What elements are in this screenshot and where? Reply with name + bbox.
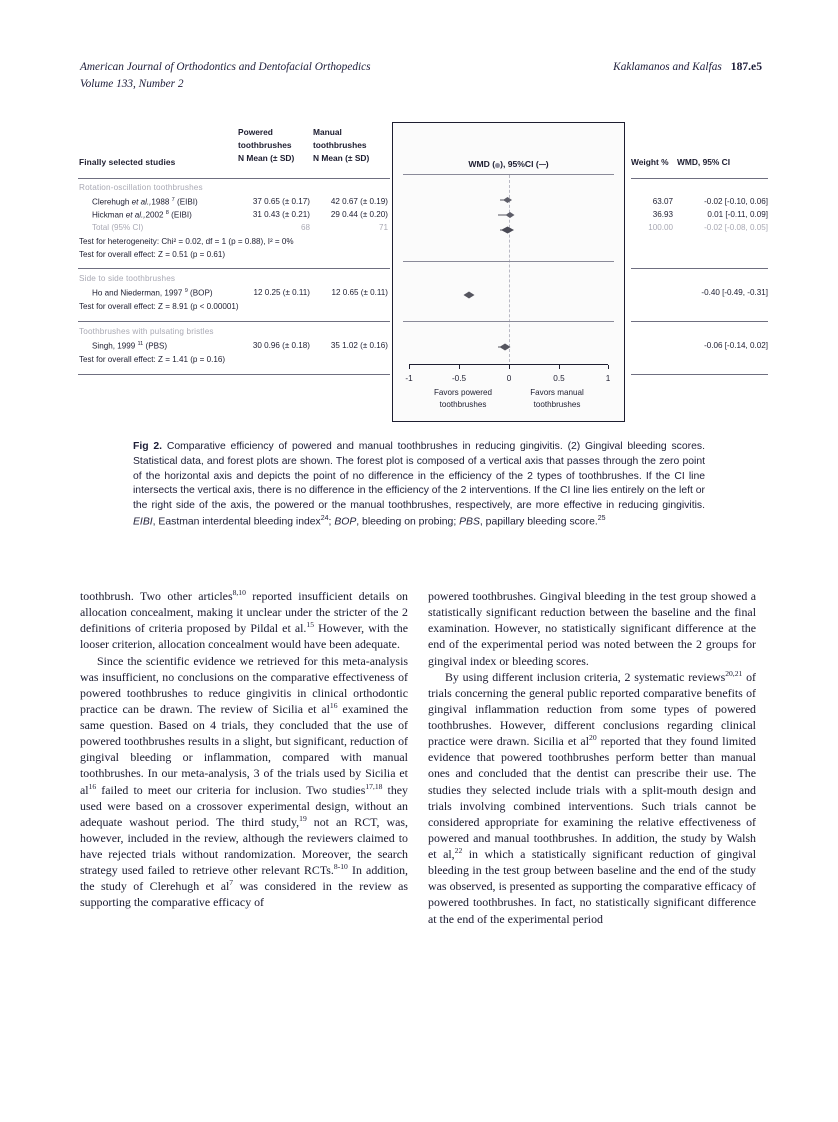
table-header bbox=[78, 122, 390, 178]
axis-tick-label: -0.5 bbox=[451, 374, 467, 383]
group-title-pulsating: Toothbrushes with pulsating bristles bbox=[79, 327, 214, 336]
overall-effect-test: Test for overall effect: Z = 0.51 (p = 0.61) bbox=[79, 250, 226, 259]
wmd-ci-value: -0.02 [-0.10, 0.06] bbox=[704, 197, 768, 206]
stats-rule-group2 bbox=[631, 321, 768, 322]
ci-dash-icon bbox=[539, 164, 546, 165]
powered-value: 12 0.25 (± 0.11) bbox=[253, 288, 310, 297]
manual-value: 42 0.67 (± 0.19) bbox=[330, 197, 388, 206]
header-wmd-ci: WMD, 95% CI bbox=[677, 157, 731, 167]
wmd-marker bbox=[464, 292, 475, 299]
wmd-ci-value: 0.01 [-0.11, 0.09] bbox=[707, 210, 768, 219]
wmd-ci-total: -0.02 [-0.08, 0.05] bbox=[704, 223, 768, 232]
manual-value: 29 0.44 (± 0.20) bbox=[330, 210, 388, 219]
axis-tick bbox=[459, 365, 460, 369]
favors-powered-label: Favors powered toothbrushes bbox=[433, 387, 493, 409]
plot-group-rule-2 bbox=[403, 321, 614, 322]
overall-effect-test: Test for overall effect: Z = 1.41 (p = 0.16) bbox=[79, 355, 226, 364]
forest-plot bbox=[392, 122, 625, 422]
group-title-rotation-oscillation: Rotation-oscillation toothbrushes bbox=[79, 183, 203, 192]
citation-superscript: 15 bbox=[306, 620, 314, 630]
wmd-total-marker bbox=[501, 227, 514, 234]
header-weight: Weight % bbox=[631, 157, 669, 167]
manual-total: 71 bbox=[378, 223, 388, 232]
figure-2 bbox=[78, 122, 768, 422]
citation-superscript: 8-10 bbox=[333, 862, 348, 872]
figure-caption: Fig 2. Comparative efficiency of powered and manual toothbrushes in reducing gingivitis. (2) Gingival bleeding scores. Statistical data, and forest plots are shown. The forest plot is composed of a vertical axis that passes through the zero point of the horizontal axis and depicts the point of no difference in the efficiency of the 2 types of toothbrushes. If the CI line intersects the vertical axis, there is no difference in the efficiency of the 2 interventions. If the CI line lies entirely on the left or the right side of the axis, the powered or the manual toothbrushes, respectively, are more effective in reducing gingivitis. EIBI, Eastman interdental bleeding index$^{24}$; BOP, bleeding on probing; PBS, papillary bleeding score.$^{25}$ bbox=[133, 441, 705, 528]
citation-superscript: 20,21 bbox=[725, 668, 743, 678]
body-paragraph: toothbrush. Two other articles$^{8,10}$ reported insufficient details on allocation concealment, making it unclear under the stricter of the 2 definitions of criteria proposed by Pildal et al.$^{15}$ However, with the looser criterion, allocation concealment would have been adequate. bbox=[80, 588, 408, 652]
table-row bbox=[78, 197, 390, 209]
axis-tick-label: 0 bbox=[506, 374, 512, 383]
axis-tick bbox=[608, 365, 609, 369]
stats-rule-top bbox=[631, 178, 768, 179]
powered-value: 30 0.96 (± 0.18) bbox=[252, 341, 310, 350]
page-number: 187.e5 bbox=[730, 60, 762, 73]
stats-row bbox=[631, 197, 768, 209]
axis-tick bbox=[509, 365, 510, 369]
journal-name: American Journal of Orthodontics and Dentofacial Orthopedics bbox=[80, 61, 371, 73]
table-row bbox=[78, 341, 390, 353]
weight-total: 100.00 bbox=[648, 223, 673, 232]
citation-superscript: 8,10 bbox=[232, 588, 246, 598]
axis-tick-label: -1 bbox=[405, 374, 413, 383]
body-paragraph: By using different inclusion criteria, 2 systematic reviews$^{20,21}$ of trials concerning the general public reported comparative benefits of gingival inflammation reduction from some types of powered toothbrushes. However, different conclusions regarding clinical practice were drawn. Sicilia et $al^{20}$ reported that they found limited evidence that powered toothbrushes perform better than manual ones and concluded that the dentist can prescribe their use. The studies they selected include trials with a split-mouth design and trials involving combined interventions. Such trials cannot be considered appropriate for examining the relative effectiveness of powered and manual toothbrushes. In addition, the study by Walsh et al,$^{22}$ in which a statistically significant reduction of gingival bleeding in the test group between baseline and the end of the study was observed, is presented as supporting the comparative efficacy of powered toothbrushes. In fact, no statistically significant difference at the end of the experimental period bbox=[428, 668, 757, 926]
body-column-right bbox=[428, 588, 756, 927]
study-name: Ho and Niederman, 1997 $^9$ (BOP) bbox=[92, 288, 213, 298]
zero-reference-line bbox=[509, 175, 510, 362]
column-header-studies: Finally selected studies bbox=[79, 157, 176, 167]
abbr-eibi: EIBI bbox=[133, 516, 153, 528]
overall-effect-test: Test for overall effect: Z = 8.91 (p < 0.00001) bbox=[79, 302, 239, 311]
body-column-left bbox=[80, 588, 408, 911]
wmd-ci-value: -0.06 [-0.14, 0.02] bbox=[704, 341, 768, 350]
forest-plot-table bbox=[78, 122, 390, 422]
citation-superscript: 7 bbox=[229, 878, 234, 888]
group-title-side-to-side: Side to side toothbrushes bbox=[79, 274, 176, 283]
heterogeneity-test: Test for heterogeneity: Chi² = 0.02, df = 1 (p = 0.88), I² = 0% bbox=[79, 237, 294, 246]
stats-rule-group1 bbox=[631, 268, 768, 269]
column-header-powered: Powered toothbrushes N Mean (± SD) bbox=[238, 127, 295, 164]
wmd-marker bbox=[503, 197, 512, 203]
axis-tick bbox=[559, 365, 560, 369]
citation-superscript: 19 bbox=[299, 813, 307, 823]
stats-row-total bbox=[631, 223, 768, 235]
study-name: Singh, 1999 $^{11}$ (PBS) bbox=[92, 341, 168, 351]
forest-plot-stats-column bbox=[631, 122, 768, 422]
citation-superscript: 20 bbox=[589, 733, 597, 743]
abbr-bop: BOP bbox=[334, 516, 357, 528]
plot-group-rule-1 bbox=[403, 261, 614, 262]
weight-value: 36.93 bbox=[652, 210, 673, 219]
manual-value: 35 1.02 (± 0.16) bbox=[330, 341, 388, 350]
total-label: Total (95% CI) bbox=[92, 223, 144, 232]
axis-tick-label: 0.5 bbox=[553, 374, 565, 383]
axis-tick bbox=[409, 365, 410, 369]
table-rule-bottom bbox=[78, 374, 390, 375]
wmd-marker bbox=[506, 212, 515, 218]
table-row bbox=[78, 210, 390, 222]
stats-rule-bottom bbox=[631, 374, 768, 375]
powered-value: 37 0.65 (± 0.17) bbox=[252, 197, 310, 206]
powered-value: 31 0.43 (± 0.21) bbox=[252, 210, 310, 219]
column-header-manual: Manual toothbrushes N Mean (± SD) bbox=[313, 127, 370, 164]
table-rule-group1 bbox=[78, 268, 390, 269]
abbr-pbs: PBS bbox=[459, 516, 480, 528]
volume-issue: Volume 133, Number 2 bbox=[80, 77, 184, 90]
body-paragraph: powered toothbrushes. Gingival bleeding in the test group showed a statistically significant reduction between the baseline and the final examination. However, no statistically significant difference at the end of the experimental period was noted between the 2 groups for gingival index or bleeding scores. bbox=[428, 589, 756, 668]
table-rule-top bbox=[78, 178, 390, 179]
table-rule-group2 bbox=[78, 321, 390, 322]
stats-row bbox=[631, 341, 768, 353]
figure-label: Fig 2. bbox=[133, 441, 163, 452]
stats-row bbox=[631, 210, 768, 222]
citation-superscript: 22 bbox=[454, 846, 463, 856]
running-head bbox=[80, 58, 762, 92]
citation-superscript: 16 bbox=[88, 781, 97, 791]
table-row bbox=[78, 288, 390, 300]
study-name: Clerehugh et al.,1988 $^7$ (EIBI) bbox=[92, 197, 198, 207]
wmd-ci-value: -0.40 [-0.49, -0.31] bbox=[701, 288, 768, 297]
plot-title: WMD ( ), 95%CI ( ) bbox=[468, 159, 549, 169]
citation-superscript: 16 bbox=[329, 700, 338, 710]
weight-value: 63.07 bbox=[652, 197, 673, 206]
manual-value: 12 0.65 (± 0.11) bbox=[331, 288, 388, 297]
powered-total: 68 bbox=[300, 223, 310, 232]
study-name: Hickman et al.,2002 $^8$ (EIBI) bbox=[92, 210, 192, 220]
stats-row bbox=[631, 288, 768, 300]
favors-manual-label: Favors manual toothbrushes bbox=[530, 387, 584, 409]
running-head-authors: Kaklamanos and Kalfas bbox=[613, 61, 722, 73]
table-row-total bbox=[78, 223, 390, 235]
body-paragraph: Since the scientific evidence we retrieved for this meta-analysis was insufficient, no conclusions on the comparative effectiveness of powered toothbrushes to reduce gingivitis in clinical orthodontic practice can be drawn. The review of Sicilia et $al^{16}$ examined the same question. Based on 4 trials, they concluded that the use of powered toothbrushes results in a slight, but significant, reduction of gingival bleeding or inflammation, compared with manual toothbrushes. In our meta-analysis, 3 of the trials used by Sicilia et $al^{16}$ failed to meet our criteria for inclusion. Two studies$^{17,18}$ they used were based on a crossover experimental design, without an adequate washout period. The third study,$^{19}$ not an RCT, was, however, included in the review, although the reviewers claimed to have rejected trials without randomization. Moreover, the search strategy used failed to retrieve other relevant RCTs.$^{8-10}$ In addition, the study of Clerehugh et $al^7$ was considered in the review as supporting the comparative efficacy of bbox=[80, 653, 409, 910]
citation-superscript: 17,18 bbox=[365, 781, 383, 791]
axis-tick-label: 1 bbox=[605, 374, 611, 383]
